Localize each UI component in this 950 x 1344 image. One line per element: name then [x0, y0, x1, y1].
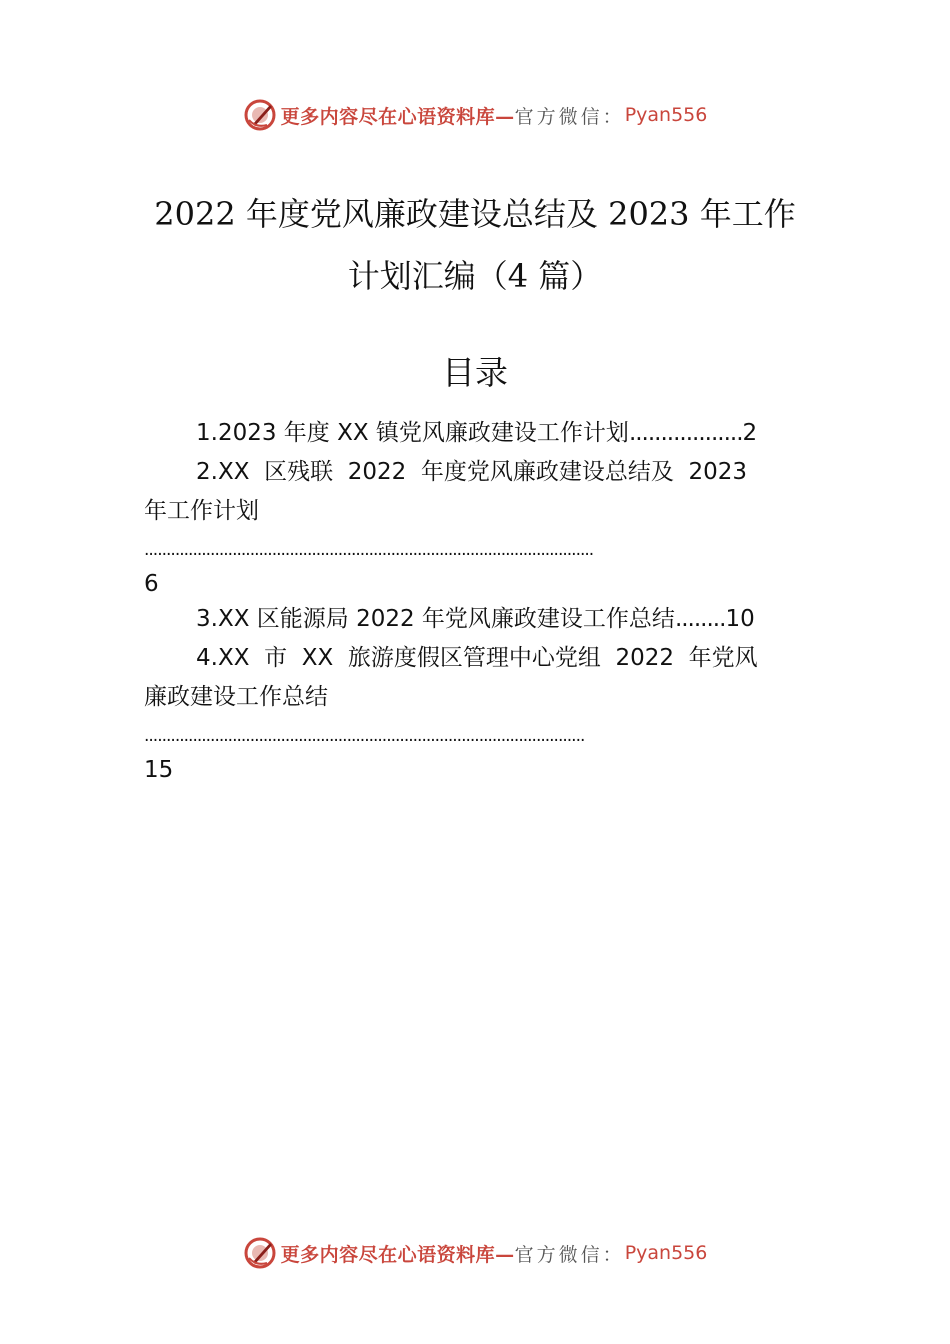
toc-page-number: 10: [725, 606, 755, 632]
title-line-1: 2022 年度党风廉政建设总结及 2023 年工作: [154, 195, 796, 233]
toc-entry-4-line-2[interactable]: 廉政建设工作总结: [144, 684, 328, 710]
watermark-wechat-id: Pyan556: [624, 104, 708, 126]
title-line-2: 计划汇编（4 篇）: [347, 257, 603, 295]
toc-leader-dots: ..................: [628, 420, 743, 446]
toc-heading: 目录: [442, 353, 508, 392]
toc-leader-dots: ........: [674, 606, 726, 632]
brand-logo-icon: [243, 1236, 277, 1270]
toc-entry-2-page-number: 6: [144, 571, 159, 597]
toc-entry-4-leader-dots: ....................................................................................................: [144, 726, 585, 746]
toc-page-number: 2: [742, 420, 758, 446]
toc-entry-1-text: 1.2023 年度 XX 镇党风廉政建设工作计划: [196, 420, 629, 446]
toc-entry-3-text: 3.XX 区能源局 2022 年党风廉政建设工作总结: [196, 606, 675, 632]
document-title: [140, 183, 810, 307]
watermark-slogan: 更多内容尽在心语资料库—: [280, 1243, 515, 1266]
toc-entry-1[interactable]: [144, 414, 862, 453]
toc-entry-4-line-1[interactable]: 4.XX 市 XX 旅游度假区管理中心党组 2022 年党风: [196, 645, 758, 671]
watermark-wechat-label: 官方微信：: [514, 1243, 625, 1266]
brand-logo-icon: [243, 98, 277, 132]
toc-entry-2-leader-dots: ......................................................................................................: [144, 540, 594, 560]
toc-entry-2-line-2[interactable]: 年工作计划: [144, 498, 259, 524]
watermark-wechat-id: Pyan556: [624, 1242, 708, 1264]
toc-entry-3[interactable]: [144, 600, 862, 639]
watermark-slogan: 更多内容尽在心语资料库—: [280, 105, 515, 128]
watermark-wechat-label: 官方微信：: [514, 105, 625, 128]
watermark-banner-top: [0, 95, 950, 135]
toc-entry-2-line-1[interactable]: 2.XX 区残联 2022 年度党风廉政建设总结及 2023: [196, 459, 748, 485]
watermark-banner-bottom: [0, 1233, 950, 1273]
toc-entry-4-page-number: 15: [144, 757, 174, 783]
